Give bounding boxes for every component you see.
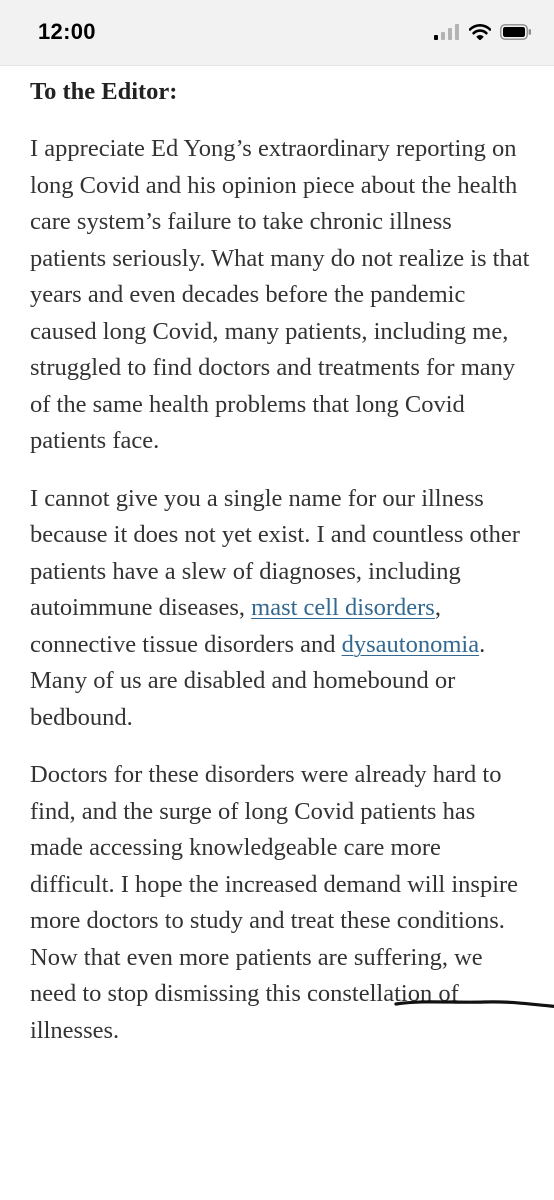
paragraph-2-text-2: , connective tissue disorders and — [30, 594, 441, 658]
letter-article — [0, 66, 554, 1200]
cellular-signal-icon — [434, 24, 460, 40]
paragraph-3-text: Doctors for these disorders were already hard to find, and the surge of long Covid patients has made accessing knowledgeable care more difficult. I hope the increased demand will inspire more doctors to study and treat these conditions. Now that even more patients are suffering, we need to stop dismissing this constella — [30, 761, 519, 1007]
status-bar — [0, 0, 554, 66]
battery-icon — [500, 24, 532, 40]
letter-paragraph-1: I appreciate Ed Yong’s extraordinary reporting on long Covid and his opinion piece about the health care system’s failure to take chronic illness patients seriously. What many do not realize is that years and even decades before the pandemic caused long Covid, many patients, including me, struggled to find doctors and treatments for many of the same health problems that long Covid patients face. — [30, 135, 530, 454]
paragraph-3-cut-text-label: tion of illnesses. — [30, 980, 459, 1044]
status-time: 12:00 — [38, 19, 96, 44]
paragraph-2-text-3: . Many of us are disabled and homebound or bedbound. — [30, 630, 486, 731]
mast-cell-disorders-link[interactable]: mast cell disorders — [251, 594, 435, 621]
status-icons — [434, 24, 532, 40]
letter-paragraph-2 — [30, 481, 530, 737]
paragraph-2-text-1: I cannot give you a single name for our illness because it does not yet exist. I and countless other patients have a slew of diagnoses, including autoimmune diseases, — [30, 484, 520, 621]
letter-salutation: To the Editor: — [30, 78, 178, 105]
dysautonomia-link[interactable]: dysautonomia — [341, 630, 480, 658]
letter-paragraph-3 — [30, 757, 530, 1049]
wifi-icon — [469, 24, 491, 40]
